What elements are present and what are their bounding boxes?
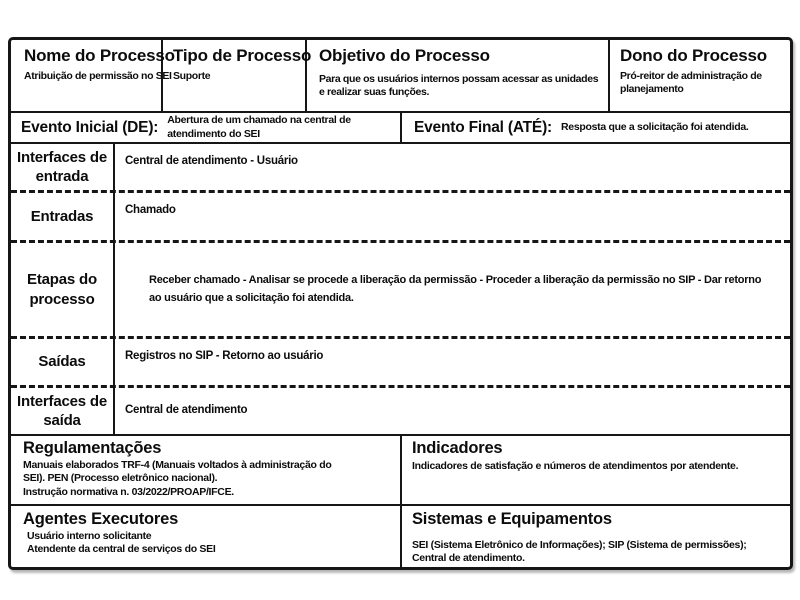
cell-evento-inicial	[11, 113, 402, 142]
agentes-executores-line-1: Usuário interno solicitante	[27, 529, 152, 542]
cell-indicadores	[402, 436, 790, 504]
saidas-label: Saídas	[11, 339, 115, 385]
sipoc-section	[11, 144, 790, 436]
dono-do-processo-title: Dono do Processo	[620, 46, 767, 65]
row-interfaces-de-saida	[11, 388, 790, 434]
interfaces-de-entrada-label: Interfaces de entrada	[11, 144, 115, 190]
cell-evento-final	[402, 113, 790, 142]
interfaces-de-saida-value: Central de atendimento	[125, 404, 248, 416]
agentes-executores-line-2: Atendente da central de serviços do SEI	[27, 543, 216, 556]
eventos-row	[11, 113, 790, 144]
cell-agentes-executores	[11, 506, 402, 567]
dono-do-processo-value: Pró-reitor de administração de planejamento	[620, 69, 762, 96]
row-entradas	[11, 193, 790, 243]
row-interfaces-de-entrada	[11, 144, 790, 193]
cell-objetivo-do-processo	[307, 40, 610, 111]
objetivo-do-processo-title: Objetivo do Processo	[319, 46, 490, 65]
indicadores-title: Indicadores	[412, 439, 503, 457]
tipo-de-processo-value: Suporte	[173, 69, 211, 82]
etapas-do-processo-label: Etapas do processo	[11, 243, 115, 336]
entradas-label: Entradas	[11, 193, 115, 240]
sistemas-e-equipamentos-value: SEI (Sistema Eletrônico de Informações); SIP (Sistema de permissões); Central de atendimento.	[412, 538, 747, 565]
cell-nome-do-processo	[11, 40, 175, 111]
indicadores-value: Indicadores de satisfação e números de atendimentos por atendente.	[412, 459, 739, 472]
agentes-executores-title: Agentes Executores	[23, 510, 179, 528]
etapas-do-processo-value: Receber chamado - Analisar se procede a liberação da permissão - Proceder a liberação da permissão no SIP - Dar retorno ao usuário que a solicitação foi atendida.	[149, 273, 762, 304]
interfaces-de-saida-label: Interfaces de saída	[11, 388, 115, 434]
regulamentacoes-title: Regulamentações	[23, 439, 162, 457]
evento-final-value: Resposta que a solicitação foi atendida.	[561, 120, 749, 133]
objetivo-do-processo-value: Para que os usuários internos possam acessar as unidades e realizar suas funções.	[319, 72, 599, 99]
header-row	[11, 40, 790, 113]
sistemas-e-equipamentos-title: Sistemas e Equipamentos	[412, 510, 612, 528]
saidas-value: Registros no SIP - Retorno ao usuário	[125, 350, 324, 362]
regulamentacoes-line-2: SEI). PEN (Processo eletrônico nacional).	[23, 472, 218, 485]
evento-inicial-value: Abertura de um chamado na central de atendimento do SEI	[167, 114, 351, 140]
nome-do-processo-value: Atribuição de permissão no SEI	[24, 69, 172, 82]
nome-do-processo-title: Nome do Processo	[24, 46, 175, 65]
evento-final-label: Evento Final (ATÉ):	[414, 118, 552, 136]
row-etapas-do-processo	[11, 243, 790, 339]
entradas-value: Chamado	[125, 204, 176, 216]
cell-sistemas-e-equipamentos	[402, 506, 790, 567]
evento-inicial-label: Evento Inicial (DE):	[21, 118, 159, 136]
interfaces-de-entrada-value: Central de atendimento - Usuário	[125, 155, 298, 167]
cell-regulamentacoes	[11, 436, 402, 504]
regulamentacoes-line-3: Instrução normativa n. 03/2022/PROAP/IFCE.	[23, 486, 234, 499]
agentes-sistemas-row	[11, 506, 790, 567]
regulamentacoes-line-1: Manuais elaborados TRF-4 (Manuais voltados à administração do	[23, 458, 332, 471]
process-table	[8, 37, 793, 570]
tipo-de-processo-title: Tipo de Processo	[173, 46, 312, 65]
cell-tipo-de-processo	[163, 40, 312, 111]
regulamentacoes-indicadores-row	[11, 436, 790, 506]
cell-dono-do-processo	[610, 40, 790, 111]
row-saidas	[11, 339, 790, 388]
